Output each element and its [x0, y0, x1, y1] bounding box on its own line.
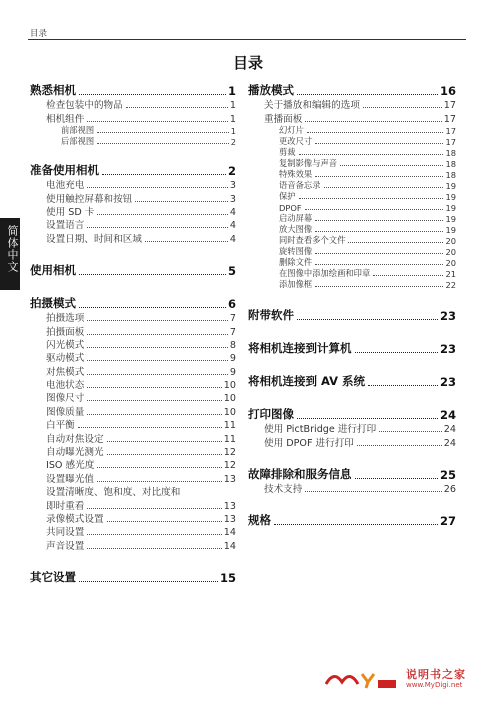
toc-page-number: 17: [443, 113, 456, 125]
toc-page-number: 22: [445, 279, 456, 290]
toc-dot-leader: [373, 275, 443, 276]
toc-entry-level2[interactable]: [30, 111, 236, 124]
toc-dot-leader: [135, 201, 228, 202]
toc-entry-level3[interactable]: [30, 136, 236, 147]
toc-dot-leader: [315, 286, 443, 287]
toc-entry-title: 将相机连接到计算机: [248, 340, 352, 355]
toc-entry-title: 更改尺寸: [279, 135, 313, 146]
toc-entry-level1[interactable]: [30, 568, 236, 585]
toc-page-number: 13: [223, 513, 236, 525]
toc-entry-level1[interactable]: [30, 81, 236, 98]
toc-dot-leader: [297, 418, 438, 419]
toc-dot-leader: [315, 231, 443, 232]
toc-page-number: 20: [445, 246, 456, 257]
brand-name: 说明书之家: [406, 668, 466, 681]
toc-dot-leader: [340, 165, 443, 166]
toc-entry-level2[interactable]: [248, 482, 456, 495]
toc-dot-leader: [87, 548, 221, 549]
toc-dot-leader: [79, 274, 226, 275]
toc-page-number: 19: [445, 202, 456, 213]
toc-entry-title: 设置曝光值: [46, 473, 94, 485]
toc-dot-leader: [297, 94, 438, 95]
toc-entry-title: 复制影像与声音: [279, 157, 338, 168]
toc-dot-leader: [299, 154, 444, 155]
toc-entry-title: 语音备忘录: [279, 179, 321, 190]
toc-entry-title: 播放模式: [248, 83, 294, 97]
toc-entry-title: 故障排除和服务信息: [248, 466, 352, 481]
toc-page-number: 26: [443, 483, 456, 495]
toc-entry-level2[interactable]: [30, 418, 236, 431]
toc-entry-title: 保护: [279, 190, 296, 201]
toc-page-number: 17: [445, 136, 456, 147]
toc-entry-level2[interactable]: [30, 311, 236, 324]
toc-entry-title: 在图像中添加绘画和印章: [279, 267, 371, 278]
toc-page-number: 23: [439, 308, 456, 323]
toc-page-number: 24: [443, 424, 456, 436]
toc-entry-title: 自动对焦设定: [46, 433, 104, 445]
toc-spacer: [248, 323, 456, 339]
header-rule: [28, 39, 466, 40]
toc-entry-title: 启动屏幕: [279, 212, 313, 223]
language-side-tab: [0, 218, 20, 290]
toc-page-number: 24: [439, 407, 456, 422]
toc-entry-title: 闪光模式: [46, 339, 85, 351]
toc-page-number: 17: [443, 100, 456, 112]
toc-dot-leader: [307, 132, 444, 133]
toc-entry-title: 使用相机: [30, 262, 76, 277]
toc-dot-leader: [315, 253, 443, 254]
toc-page-number: 25: [439, 467, 456, 482]
toc-entry-title: 其它设置: [30, 569, 76, 584]
toc-dot-leader: [348, 242, 443, 243]
toc-dot-leader: [97, 132, 229, 133]
toc-entry-level2[interactable]: [30, 498, 236, 511]
toc-dot-leader: [363, 107, 442, 108]
toc-entry-title: 后部视图: [61, 135, 95, 146]
toc-page-number: 12: [223, 460, 236, 472]
toc-dot-leader: [97, 214, 228, 215]
toc-dot-leader: [305, 209, 444, 210]
toc-page-number: 1: [229, 113, 236, 125]
toc-page-number: 10: [223, 393, 236, 405]
toc-entry-level2[interactable]: [30, 525, 236, 538]
toc-page-number: 19: [445, 224, 456, 235]
toc-page-number: 20: [445, 257, 456, 268]
toc-dot-leader: [355, 352, 438, 353]
toc-entry-title: 前部视图: [61, 124, 95, 135]
toc-page-number: 13: [223, 500, 236, 512]
toc-dot-leader: [97, 143, 229, 144]
toc-dot-leader: [87, 508, 221, 509]
toc-page-number: 11: [223, 433, 236, 445]
toc-dot-leader: [78, 427, 222, 428]
toc-entry-level2[interactable]: [248, 435, 456, 448]
toc-entry-title: DPOF: [279, 202, 302, 213]
toc-entry-level1[interactable]: [248, 81, 456, 98]
toc-dot-leader: [315, 143, 443, 144]
toc-entry-level2[interactable]: [30, 191, 236, 204]
toc-entry-title: 使用 SD 卡: [46, 206, 95, 218]
toc-entry-title: 重播面板: [264, 113, 303, 125]
toc-dot-leader: [87, 121, 228, 122]
toc-entry-level2[interactable]: [248, 111, 456, 124]
toc-dot-leader: [305, 121, 441, 122]
toc-entry-level2[interactable]: [30, 351, 236, 364]
toc-page-number: 15: [219, 570, 236, 585]
toc-page-number: 19: [445, 180, 456, 191]
toc-entry-level2[interactable]: [30, 431, 236, 444]
toc-entry-title: 设置清晰度、饱和度、对比度和: [46, 487, 181, 499]
toc-entry-level2[interactable]: [30, 324, 236, 337]
toc-dot-leader: [79, 94, 226, 95]
toc-entry-level2[interactable]: [30, 391, 236, 404]
toc-entry-level1[interactable]: [248, 306, 456, 323]
toc-page-number: 6: [227, 296, 236, 311]
toc-dot-leader: [297, 319, 438, 320]
toc-entry-level1[interactable]: [30, 294, 236, 311]
toc-entry-level2[interactable]: [30, 485, 236, 498]
toc-entry-title: 打印图像: [248, 406, 294, 421]
toc-entry-level1[interactable]: [248, 372, 456, 389]
toc-entry-title: 拍摄选项: [46, 313, 85, 325]
toc-page-number: 5: [227, 263, 236, 278]
toc-entry-level1[interactable]: [30, 161, 236, 178]
toc-spacer: [248, 449, 456, 465]
toc-entry-title: 删除文件: [279, 256, 313, 267]
toc-entry-title: 添加像框: [279, 278, 313, 289]
toc-spacer: [248, 290, 456, 306]
toc-entry-title: 设置日期、时间和区域: [46, 233, 142, 245]
toc-entry-level2[interactable]: [248, 422, 456, 435]
toc-entry-level2[interactable]: [30, 404, 236, 417]
toc-entry-title: 电池充电: [46, 180, 85, 192]
toc-dot-leader: [97, 481, 222, 482]
toc-entry-title: 电池状态: [46, 380, 85, 392]
toc-entry-title: 使用触控屏幕和按钮: [46, 193, 133, 205]
toc-dot-leader: [87, 227, 228, 228]
toc-page-number: 8: [229, 339, 236, 351]
toc-spacer: [248, 356, 456, 372]
toc-entry-title: 幻灯片: [279, 124, 304, 135]
toc-page-number: 10: [223, 406, 236, 418]
toc-dot-leader: [87, 387, 221, 388]
mydigi-logo: [324, 668, 398, 690]
toc-entry-title: 图像尺寸: [46, 393, 85, 405]
toc-entry-level2[interactable]: [30, 205, 236, 218]
toc-entry-level2[interactable]: [30, 178, 236, 191]
toc-entry-title: 拍摄面板: [46, 326, 85, 338]
toc-page-number: 18: [445, 147, 456, 158]
language-side-tab-label: 简体中文: [6, 225, 19, 273]
toc-entry-title: 规格: [248, 512, 271, 527]
toc-right-column: [248, 81, 456, 528]
toc-entry-title: 使用 PictBridge 进行打印: [264, 424, 377, 436]
toc-entry-title: 剪裁: [279, 146, 296, 157]
toc-page-number: 18: [445, 158, 456, 169]
toc-page-number: 7: [229, 313, 236, 325]
toc-entry-title: 共同设置: [46, 527, 85, 539]
toc-dot-leader: [87, 187, 228, 188]
toc-entry-title: 自动曝光测光: [46, 447, 104, 459]
toc-entry-level2[interactable]: [30, 512, 236, 525]
toc-page-number: 4: [229, 220, 236, 232]
toc-dot-leader: [126, 107, 228, 108]
toc-entry-title: 将相机连接到 AV 系统: [248, 373, 366, 388]
toc-page-number: 3: [229, 193, 236, 205]
toc-page-number: 1: [229, 100, 236, 112]
toc-dot-leader: [87, 334, 228, 335]
toc-entry-level1[interactable]: [248, 405, 456, 422]
toc-dot-leader: [107, 441, 222, 442]
toc-spacer: [30, 552, 236, 568]
toc-dot-leader: [87, 374, 228, 375]
toc-dot-leader: [355, 478, 438, 479]
toc-entry-title: 拍摄模式: [30, 295, 76, 310]
toc-entry-title: 关于播放和编辑的选项: [264, 100, 360, 112]
toc-left-column: [30, 81, 236, 585]
toc-page-number: 4: [229, 233, 236, 245]
toc-page-number: 16: [439, 84, 456, 98]
toc-entry-title: 相机组件: [46, 113, 85, 125]
toc-entry-level2[interactable]: [30, 364, 236, 377]
toc-entry-title: ISO 感光度: [46, 460, 95, 472]
toc-dot-leader: [324, 187, 444, 188]
toc-page-number: 23: [439, 374, 456, 389]
toc-dot-leader: [107, 521, 222, 522]
toc-page-number: 19: [445, 213, 456, 224]
toc-entry-level2[interactable]: [30, 218, 236, 231]
toc-page-number: 17: [445, 125, 456, 136]
toc-dot-leader: [87, 347, 228, 348]
toc-dot-leader: [315, 264, 443, 265]
toc-dot-leader: [97, 467, 221, 468]
toc-dot-leader: [145, 241, 228, 242]
toc-dot-leader: [87, 320, 228, 321]
toc-spacer: [30, 147, 236, 161]
toc-spacer: [248, 495, 456, 511]
toc-dot-leader: [87, 414, 221, 415]
toc-page-number: 24: [443, 437, 456, 449]
toc-dot-leader: [107, 454, 222, 455]
toc-dot-leader: [79, 307, 226, 308]
toc-dot-leader: [315, 220, 443, 221]
toc-page-number: 2: [227, 163, 236, 178]
toc-page-number: 10: [223, 380, 236, 392]
toc-entry-level2[interactable]: [30, 538, 236, 551]
toc-spacer: [248, 389, 456, 405]
toc-page-number: 7: [229, 326, 236, 338]
toc-dot-leader: [87, 534, 221, 535]
toc-entry-level1[interactable]: [30, 261, 236, 278]
toc-dot-leader: [274, 524, 438, 525]
toc-entry-title: 旋转图像: [279, 245, 313, 256]
toc-page-number: 27: [439, 513, 456, 528]
toc-entry-level2[interactable]: [30, 471, 236, 484]
toc-entry-title: 检查包装中的物品: [46, 100, 123, 112]
brand-url: www.MyDigi.net: [406, 681, 463, 689]
toc-entry-title: 附带软件: [248, 307, 294, 322]
toc-page-number: 20: [445, 235, 456, 246]
toc-page-number: 4: [229, 206, 236, 218]
toc-page-number: 18: [445, 169, 456, 180]
toc-entry-level2[interactable]: [248, 98, 456, 111]
toc-dot-leader: [299, 198, 444, 199]
toc-page-number: 9: [229, 366, 236, 378]
toc-page-number: 14: [223, 540, 236, 552]
toc-page-number: 3: [229, 180, 236, 192]
toc-dot-leader: [305, 491, 441, 492]
toc-entry-level2[interactable]: [30, 445, 236, 458]
toc-page-number: 21: [445, 268, 456, 279]
toc-entry-title: 使用 DPOF 进行打印: [264, 437, 354, 449]
toc-entry-title: 白平衡: [46, 420, 75, 432]
toc-dot-leader: [102, 174, 226, 175]
toc-dot-leader: [79, 581, 218, 582]
toc-entry-title: 技术支持: [264, 483, 303, 495]
toc-page-number: 11: [223, 420, 236, 432]
toc-entry-title: 准备使用相机: [30, 162, 99, 177]
toc-entry-title: 图像质量: [46, 406, 85, 418]
toc-dot-leader: [87, 400, 221, 401]
toc-entry-level1[interactable]: [248, 339, 456, 356]
toc-entry-level3[interactable]: [248, 279, 456, 290]
toc-dot-leader: [379, 431, 442, 432]
toc-entry-title: 特殊效果: [279, 168, 313, 179]
toc-dot-leader: [315, 176, 443, 177]
footer-branding: [324, 668, 466, 690]
toc-entry-title: 同时查看多个文件: [279, 234, 346, 245]
toc-page-number: 14: [223, 527, 236, 539]
toc-spacer: [30, 278, 236, 294]
toc-entry-level3[interactable]: [248, 191, 456, 202]
toc-entry-level2[interactable]: [30, 338, 236, 351]
toc-entry-level2[interactable]: [30, 98, 236, 111]
toc-page-number: 9: [229, 353, 236, 365]
toc-page-number: 19: [445, 191, 456, 202]
toc-dot-leader: [87, 360, 228, 361]
toc-page-number: 12: [223, 447, 236, 459]
page-title: 目录: [232, 54, 263, 72]
toc-page-number: 1: [230, 125, 236, 136]
toc-entry-title: 对焦模式: [46, 366, 85, 378]
toc-entry-title: 设置语言: [46, 220, 85, 232]
toc-entry-title: 放大图像: [279, 223, 313, 234]
toc-page-number: 2: [230, 136, 236, 147]
toc-page-number: 13: [223, 473, 236, 485]
toc-entry-title: 熟悉相机: [30, 83, 76, 97]
toc-entry-level2[interactable]: [30, 458, 236, 471]
toc-entry-level1[interactable]: [248, 465, 456, 482]
toc-entry-level2[interactable]: [30, 378, 236, 391]
toc-page-number: 23: [439, 341, 456, 356]
toc-entry-level1[interactable]: [248, 511, 456, 528]
toc-dot-leader: [368, 385, 438, 386]
running-header: 目录: [30, 29, 48, 39]
toc-entry-title: 声音设置: [46, 540, 85, 552]
toc-entry-title: 驱动模式: [46, 353, 85, 365]
toc-spacer: [30, 245, 236, 261]
toc-entry-title: 即时重看: [46, 500, 85, 512]
toc-entry-level2[interactable]: [30, 231, 236, 244]
toc-dot-leader: [357, 445, 442, 446]
toc-page-number: 1: [227, 84, 236, 98]
toc-entry-title: 录像模式设置: [46, 513, 104, 525]
